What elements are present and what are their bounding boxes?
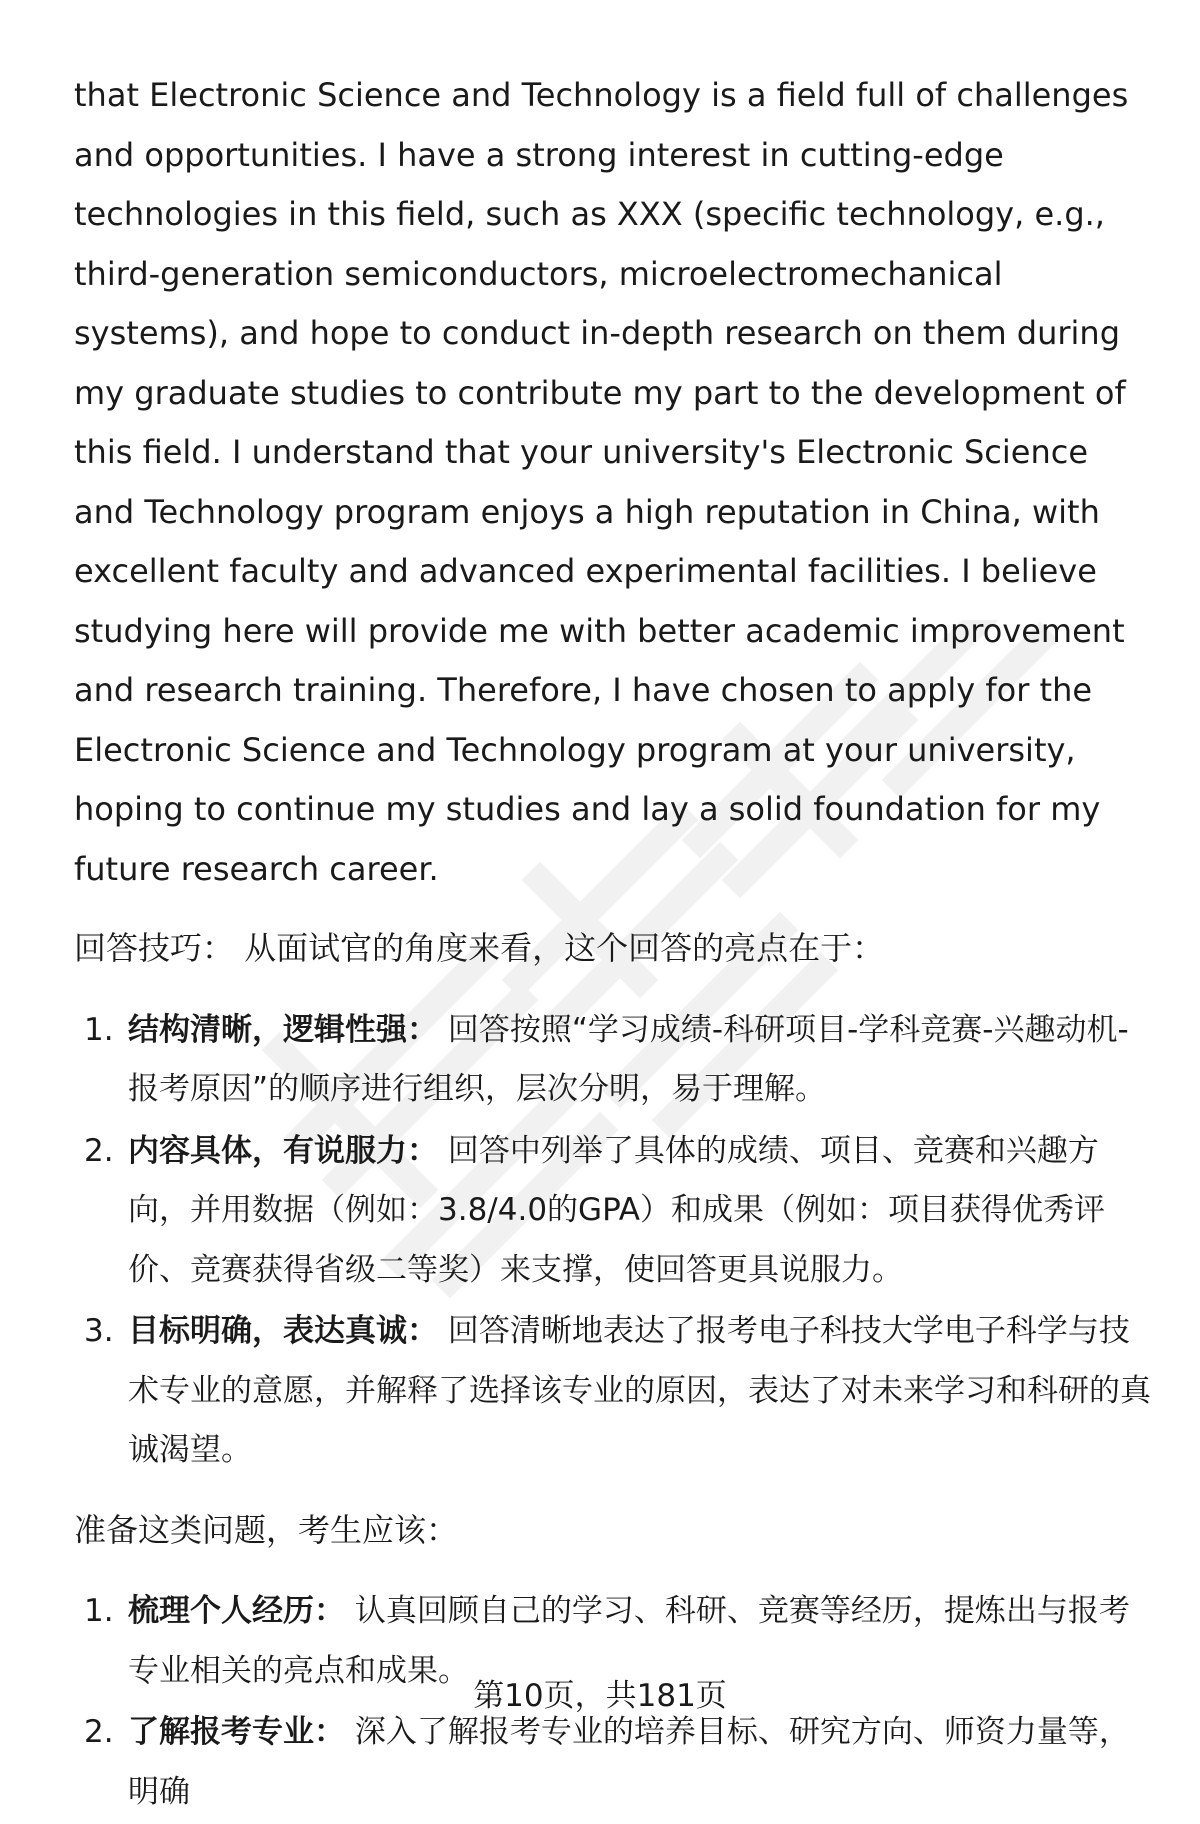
document-page [74,66,1154,1824]
list-number: 1. [84,1593,114,1629]
list-item-heading: 结构清晰，逻辑性强： [128,1011,438,1048]
list-item-heading: 内容具体，有说服力： [128,1132,438,1169]
list-item-body: 回答中列举了具体的成绩、项目、竞赛和兴趣方向，并用数据（例如：3.8/4.0的GPA）和成果（例如：项目获得优秀评价、竞赛获得省级二等奖）来支撑，使回答更具说服力。 [128,1132,1105,1288]
tips-heading: 回答技巧： 从面试官的角度来看，这个回答的亮点在于： [74,929,885,967]
list-item-heading: 梳理个人经历： [128,1593,345,1629]
list-item-body: 回答按照“学习成绩-科研项目-学科竞赛-兴趣动机-报考原因”的顺序进行组织，层次分明，易于理解。 [128,1011,1129,1107]
page-footer: 第10页，共181页 [473,1678,727,1714]
list-item-body: 深入了解报考专业的培养目标、研究方向、师资力量等，明确 [128,1714,1130,1810]
intro-paragraph: that Electronic Science and Technology is a field full of challenges and opportunities. I have a strong interest in cutting-edge technologies in this field, such as XXX (specific technology, e.g., third-generation semiconductors, microelectromechanical systems), and hope to conduct in-depth research on them during my graduate studies to contribute my part to the development of this field. I understand that your university's Electronic Science and Technology program enjoys a high reputation in China, with excellent faculty and advanced experimental facilities. I believe studying here will provide me with better academic improvement and research training. Therefore, I have chosen to apply for the Electronic Science and Technology program at your university, hoping to continue my studies and lay a solid foundation for my future research career. [74,76,1129,888]
list-item [74,1703,1154,1822]
prep-heading: 准备这类问题，考生应该： [74,1510,459,1549]
list-number: 2. [84,1714,114,1750]
list-item-heading: 目标明确，表达真诚： [128,1313,438,1349]
list-item-body: 认真回顾自己的学习、科研、竞赛等经历，提炼出与报考专业相关的亮点和成果。 [128,1593,1130,1689]
list-item-heading: 了解报考专业： [128,1714,345,1750]
highlights-list [74,1001,1154,1481]
list-item-body: 回答清晰地表达了报考电子科技大学电子科学与技术专业的意愿，并解释了选择该专业的原因，表达了对未来学习和科研的真诚渴望。 [128,1313,1151,1468]
list-number: 1. [84,1011,114,1048]
list-item [74,1302,1154,1481]
list-number: 3. [84,1313,114,1349]
list-item [74,1122,1154,1301]
list-number: 2. [84,1132,114,1169]
list-item [74,1001,1154,1120]
